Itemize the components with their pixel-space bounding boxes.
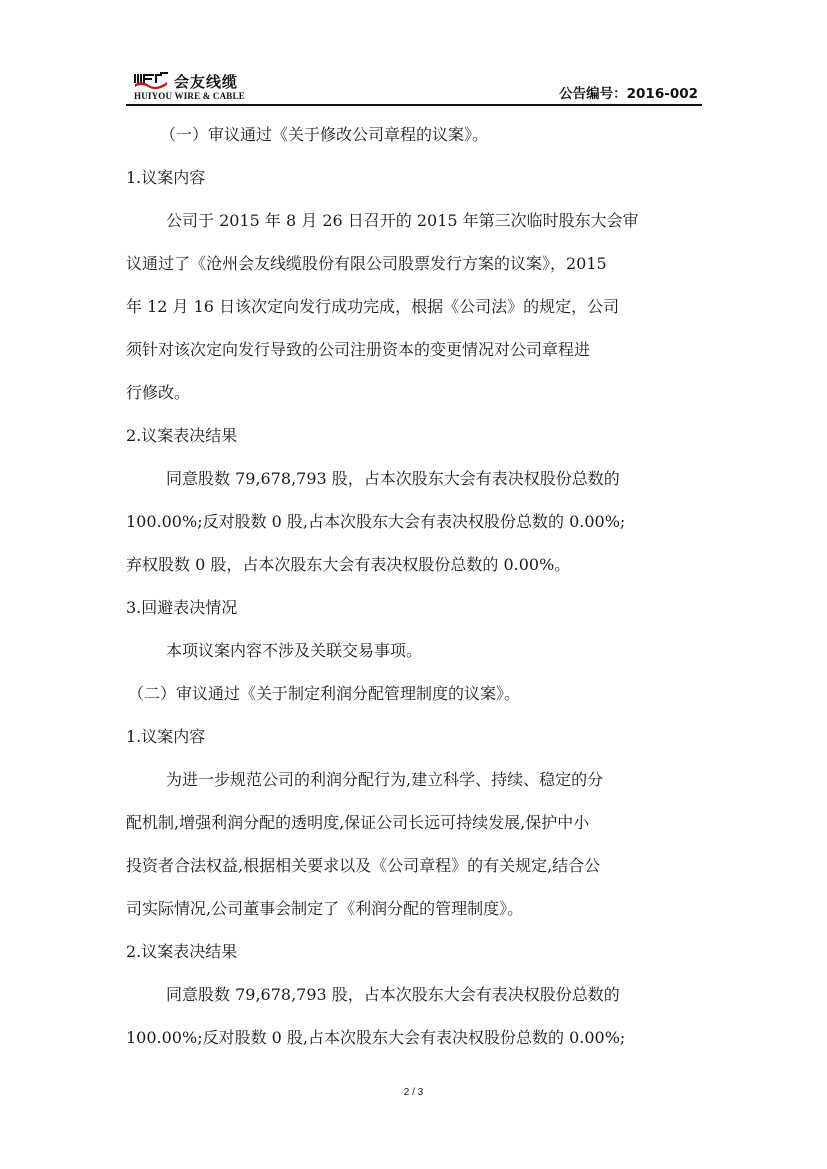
section-heading: （二）审议通过《关于制定利润分配管理制度的议案》。 bbox=[128, 684, 521, 703]
paragraph-line: 议通过了《沧州会友线缆股份有限公司股票发行方案的议案》，2015 bbox=[126, 254, 607, 273]
paragraph-line: 弃权股数 0 股，占本次股东大会有表决权股份总数的 0.00%。 bbox=[126, 555, 571, 574]
subheading: 3.回避表决情况 bbox=[126, 598, 238, 617]
logo-chinese-name: 会友线缆 bbox=[174, 73, 239, 91]
paragraph-line: 本项议案内容不涉及关联交易事项。 bbox=[166, 641, 423, 660]
subheading: 1.议案内容 bbox=[126, 727, 206, 746]
subheading: 2.议案表决结果 bbox=[126, 426, 238, 445]
paragraph-line: 同意股数 79,678,793 股，占本次股东大会有表决权股份总数的 bbox=[166, 985, 620, 1004]
company-logo bbox=[134, 72, 294, 100]
paragraph-line: 年 12 月 16 日该次定向发行成功完成，根据《公司法》的规定，公司 bbox=[126, 297, 620, 316]
section-heading: （一）审议通过《关于修改公司章程的议案》。 bbox=[160, 125, 489, 144]
paragraph-line: 投资者合法权益,根据相关要求以及《公司章程》的有关规定,结合公 bbox=[126, 856, 601, 875]
paragraph-line: 行修改。 bbox=[126, 383, 191, 402]
paragraph-line: 配机制,增强利润分配的透明度,保证公司长远可持续发展,保护中小 bbox=[126, 813, 590, 832]
paragraph-line: 为进一步规范公司的利润分配行为,建立科学、持续、稳定的分 bbox=[166, 770, 604, 789]
paragraph-line: 100.00%;反对股数 0 股,占本次股东大会有表决权股份总数的 0.00%; bbox=[126, 512, 626, 531]
document-body bbox=[126, 113, 702, 1059]
paragraph-line: 司实际情况,公司董事会制定了《利润分配的管理制度》。 bbox=[126, 899, 524, 918]
paragraph-line: 须针对该次定向发行导致的公司注册资本的变更情况对公司章程进 bbox=[126, 340, 591, 359]
huiyou-logo-mark-icon bbox=[134, 72, 168, 90]
logo-english-name: HUIYOU WIRE & CABLE bbox=[134, 91, 245, 101]
header-rule bbox=[126, 104, 702, 106]
subheading: 2.议案表决结果 bbox=[126, 942, 238, 961]
subheading: 1.议案内容 bbox=[126, 168, 206, 187]
paragraph-line: 公司于 2015 年 8 月 26 日召开的 2015 年第三次临时股东大会审 bbox=[166, 211, 639, 230]
page-number: 2 / 3 bbox=[403, 1087, 424, 1098]
page-header bbox=[126, 66, 702, 106]
notice-number: 公告编号：2016-002 bbox=[559, 86, 698, 102]
paragraph-line: 同意股数 79,678,793 股，占本次股东大会有表决权股份总数的 bbox=[166, 469, 620, 488]
paragraph-line: 100.00%;反对股数 0 股,占本次股东大会有表决权股份总数的 0.00%; bbox=[126, 1028, 626, 1047]
